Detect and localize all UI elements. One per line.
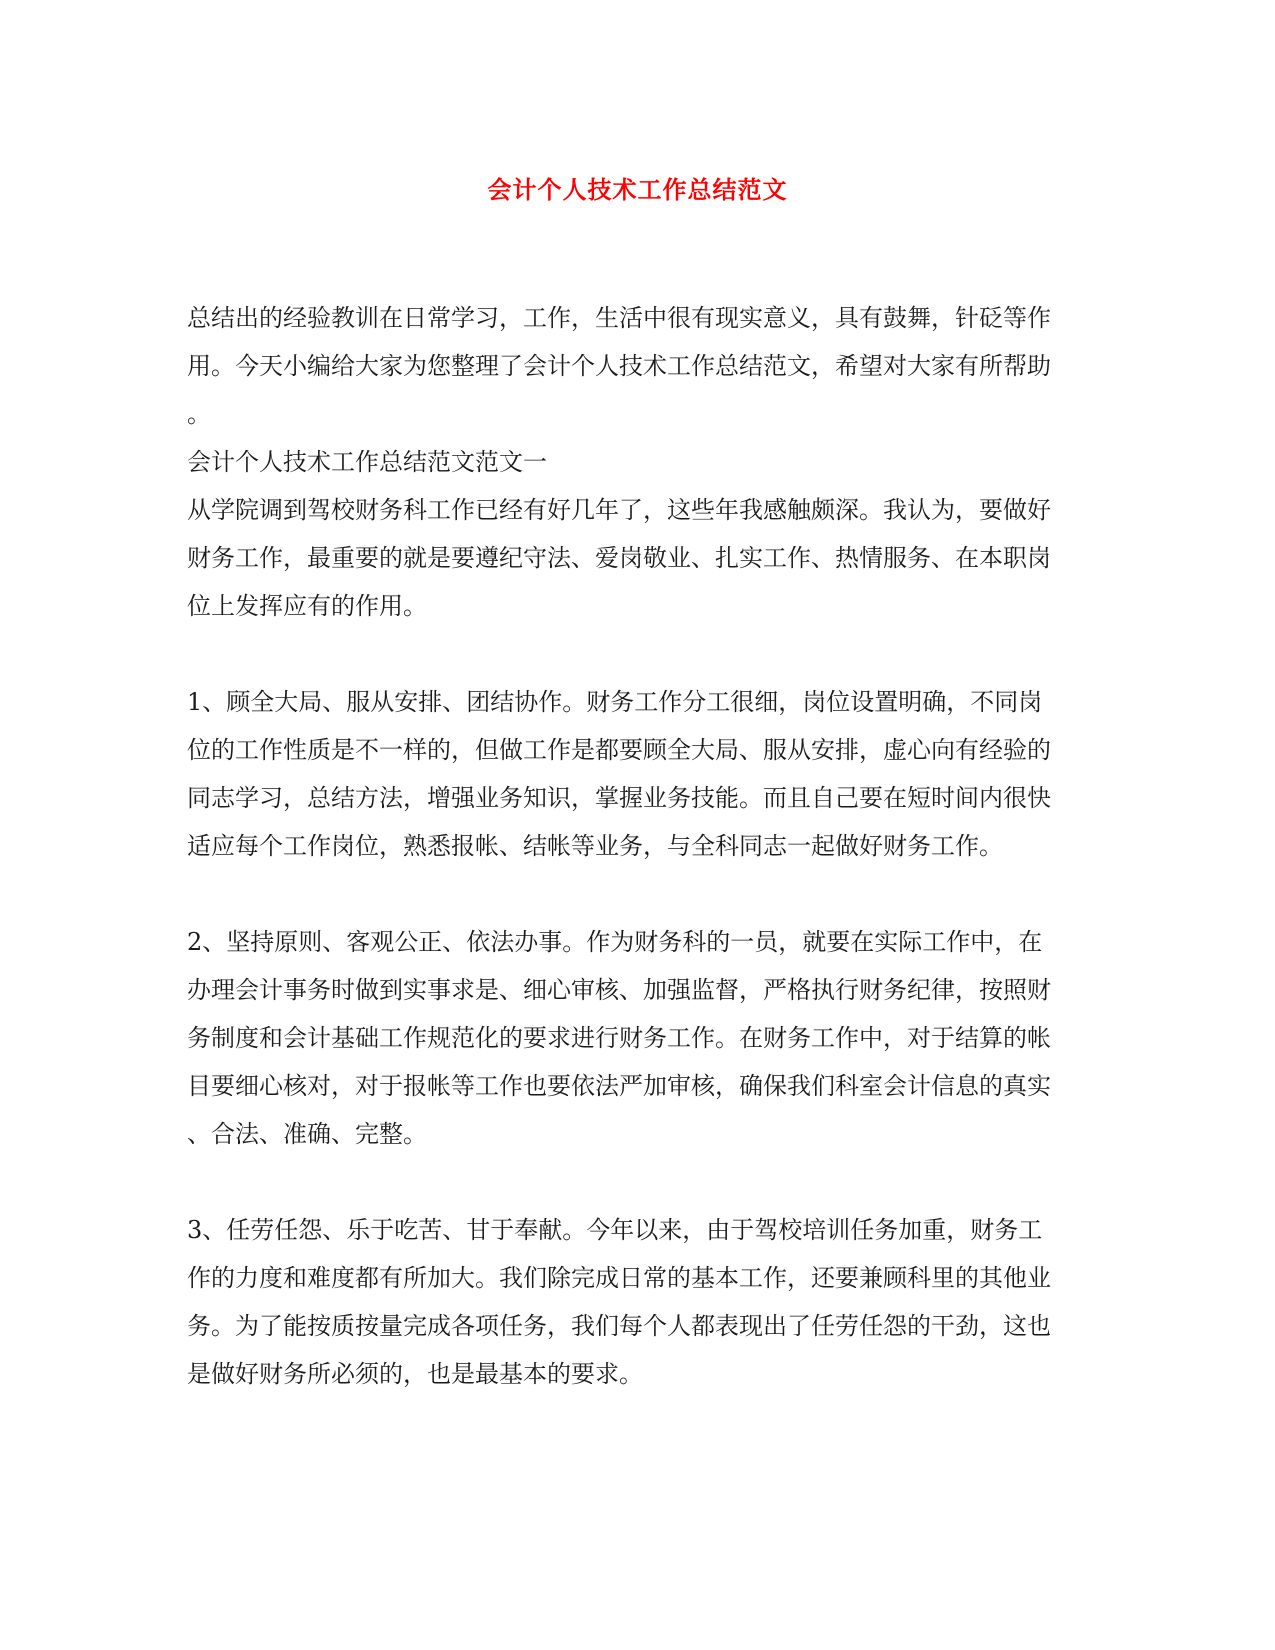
paragraph-spacer (187, 630, 1087, 678)
point-3-paragraph (187, 1206, 1087, 1398)
text-line: 1、顾全大局、服从安排、团结协作。财务工作分工很细，岗位设置明确，不同岗 (187, 688, 1043, 716)
text-line: 从学院调到驾校财务科工作已经有好几年了，这些年我感触颇深。我认为，要做好 (187, 496, 1051, 524)
text-line: 是做好财务所必须的，也是最基本的要求。 (187, 1360, 643, 1388)
text-line: 作的力度和难度都有所加大。我们除完成日常的基本工作，还要兼顾科里的其他业 (187, 1264, 1051, 1292)
text-line: 3、任劳任怨、乐于吃苦、甘于奉献。今年以来，由于驾校培训任务加重，财务工 (187, 1216, 1043, 1244)
text-line: 同志学习，总结方法，增强业务知识，掌握业务技能。而且自己要在短时间内很快 (187, 784, 1051, 812)
text-line: 适应每个工作岗位，熟悉报帐、结帐等业务，与全科同志一起做好财务工作。 (187, 832, 1003, 860)
point-2-paragraph (187, 918, 1087, 1158)
paragraph-spacer (187, 870, 1087, 918)
text-line: 2、坚持原则、客观公正、依法办事。作为财务科的一员，就要在实际工作中，在 (187, 928, 1043, 956)
document-title: 会计个人技术工作总结范文 (487, 175, 788, 204)
intro-paragraph (187, 294, 1087, 438)
paragraph-spacer (187, 1158, 1087, 1206)
text-line: 总结出的经验教训在日常学习，工作，生活中很有现实意义，具有鼓舞，针砭等作 (187, 304, 1051, 332)
paragraph-1 (187, 486, 1087, 630)
text-line: 位的工作性质是不一样的，但做工作是都要顾全大局、服从安排，虚心向有经验的 (187, 736, 1051, 764)
section-heading: 会计个人技术工作总结范文范文一 (187, 448, 547, 476)
text-line: 务。为了能按质按量完成各项任务，我们每个人都表现出了任劳任怨的干劲，这也 (187, 1312, 1051, 1340)
text-line: 办理会计事务时做到实事求是、细心审核、加强监督，严格执行财务纪律，按照财 (187, 976, 1051, 1004)
point-1-paragraph (187, 678, 1087, 870)
text-line: 。 (187, 400, 211, 428)
text-line: 、合法、准确、完整。 (187, 1120, 427, 1148)
document-body (187, 294, 1087, 1398)
text-line: 财务工作，最重要的就是要遵纪守法、爱岗敬业、扎实工作、热情服务、在本职岗 (187, 544, 1051, 572)
text-line: 务制度和会计基础工作规范化的要求进行财务工作。在财务工作中，对于结算的帐 (187, 1024, 1051, 1052)
text-line: 位上发挥应有的作用。 (187, 592, 427, 620)
text-line: 用。今天小编给大家为您整理了会计个人技术工作总结范文，希望对大家有所帮助 (187, 352, 1051, 380)
text-line: 目要细心核对，对于报帐等工作也要依法严加审核，确保我们科室会计信息的真实 (187, 1072, 1051, 1100)
